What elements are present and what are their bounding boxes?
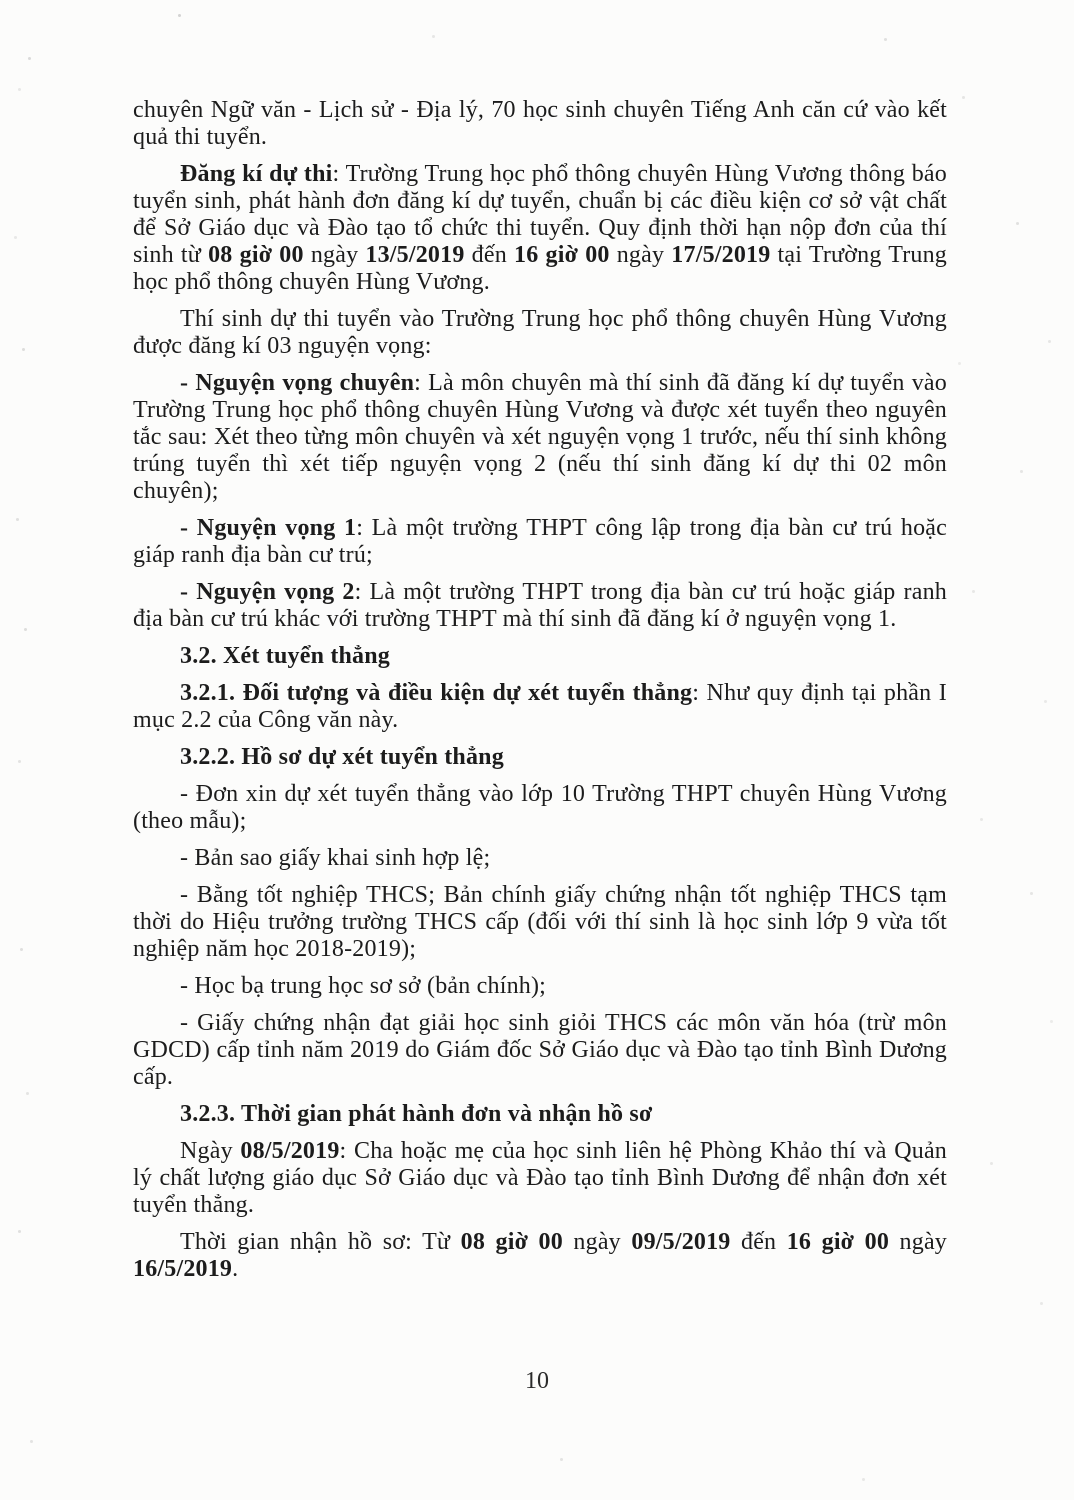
paragraph	[133, 1138, 947, 1219]
text-run-bold: 16/5/2019	[133, 1256, 233, 1282]
text-run-bold: 08 giờ 00	[208, 242, 304, 268]
text-run-bold: 3.2.2. Hồ sơ dự xét tuyển thẳng	[180, 744, 504, 770]
text-run: - Học bạ trung học sơ sở (bản chính);	[180, 973, 547, 999]
paragraph	[133, 306, 947, 360]
text-run: Thời gian nhận hồ sơ: Từ	[180, 1229, 461, 1255]
text-run: ngày	[303, 242, 366, 268]
text-run: : Là một trường THPT trong địa bàn cư trú hoặc giáp ranh địa bàn cư trú khác với trường THPT mà thí sinh đã đăng kí ở nguyện vọng 1.	[133, 579, 947, 632]
text-run: : Là môn chuyên mà thí sinh đã đăng kí dự tuyển vào Trường Trung học phổ thông chuyên Hùng Vương và được xét tuyển theo nguyên tắc sau: Xét theo từng môn chuyên và xét nguyện vọng 1 trước, nếu thí sinh không trúng tuyển thì xét tiếp nguyện vọng 2 (nếu thí sinh đăng kí dự thi 02 môn chuyên);	[133, 370, 947, 504]
text-run: - Giấy chứng nhận đạt giải học sinh giỏi THCS các môn văn hóa (trừ môn GDCD) cấp tỉnh năm 2019 do Giám đốc Sở Giáo dục và Đào tạo tỉnh Bình Dương cấp.	[133, 1010, 947, 1090]
text-run-bold: 17/5/2019	[671, 242, 771, 268]
text-run-bold: 09/5/2019	[631, 1229, 731, 1255]
paragraph	[133, 845, 947, 872]
text-run: - Bằng tốt nghiệp THCS; Bản chính giấy chứng nhận tốt nghiệp THCS tạm thời do Hiệu trưởng trường THCS cấp (đối với thí sinh là học sinh lớp 9 vừa tốt nghiệp năm học 2018-2019);	[133, 882, 947, 962]
text-run: đến	[730, 1229, 787, 1255]
text-run: : Như quy định tại phần I mục 2.2 của Công văn này.	[133, 680, 947, 733]
text-run-bold: - Nguyện vọng 1	[180, 515, 357, 541]
text-run: đến	[464, 242, 515, 268]
paragraph	[133, 973, 947, 1000]
paragraph	[133, 579, 947, 633]
text-run-bold: 16 giờ 00	[786, 1229, 890, 1255]
text-run-bold: 16 giờ 00	[514, 242, 610, 268]
paragraph	[133, 882, 947, 963]
paragraph	[133, 680, 947, 734]
paragraph	[133, 515, 947, 569]
text-run: : Trường Trung học phổ thông chuyên Hùng Vương thông báo tuyển sinh, phát hành đơn đăng kí dự tuyển, chuẩn bị các điều kiện cơ sở vật chất để Sở Giáo dục và Đào tạo tổ chức thi tuyển. Quy định thời hạn nộp đơn của thí sinh từ	[133, 161, 947, 268]
text-run: tại Trường Trung học phổ thông chuyên Hùng Vương.	[133, 242, 948, 295]
text-run-bold: - Nguyện vọng chuyên	[180, 370, 415, 396]
text-run-bold: 08 giờ 00	[460, 1229, 563, 1255]
text-run: Thí sinh dự thi tuyển vào Trường Trung học phổ thông chuyên Hùng Vương được đăng kí 03 nguyện vọng:	[133, 306, 947, 359]
text-run: Ngày	[180, 1138, 241, 1164]
text-run: .	[232, 1256, 239, 1282]
text-run-bold: Đăng kí dự thi	[180, 161, 333, 187]
text-run: chuyên Ngữ văn - Lịch sử - Địa lý, 70 học sinh chuyên Tiếng Anh căn cứ vào kết quả thi tuyển.	[133, 97, 947, 150]
paragraph	[133, 1010, 947, 1091]
text-run-bold: 3.2.3. Thời gian phát hành đơn và nhận hồ sơ	[180, 1101, 653, 1127]
text-run-bold: 3.2. Xét tuyển thẳng	[180, 643, 391, 669]
text-run: : Là một trường THPT công lập trong địa bàn cư trú hoặc giáp ranh địa bàn cư trú;	[133, 515, 947, 568]
paragraph	[133, 744, 947, 771]
page-number: 10	[525, 1368, 549, 1394]
paragraph	[133, 97, 947, 151]
text-run: - Bản sao giấy khai sinh hợp lệ;	[180, 845, 491, 871]
text-run-bold: 08/5/2019	[240, 1138, 340, 1164]
paragraph	[133, 161, 947, 296]
document-body	[133, 97, 947, 1293]
text-run-bold: - Nguyện vọng 2	[180, 579, 355, 605]
paragraph	[133, 781, 947, 835]
paragraph	[133, 643, 947, 670]
text-run: : Cha hoặc mẹ của học sinh liên hệ Phòng Khảo thí và Quản lý chất lượng giáo dục Sở Giáo dục và Đào tạo tỉnh Bình Dương để nhận đơn xét tuyển thẳng.	[133, 1138, 948, 1218]
text-run: - Đơn xin dự xét tuyển thẳng vào lớp 10 Trường THPT chuyên Hùng Vương (theo mẫu);	[133, 781, 947, 834]
paragraph	[133, 370, 947, 505]
text-run-bold: 13/5/2019	[365, 242, 465, 268]
paragraph	[133, 1229, 947, 1283]
text-run: ngày	[562, 1229, 632, 1255]
text-run-bold: 3.2.1. Đối tượng và điều kiện dự xét tuyển thẳng	[180, 680, 693, 706]
paragraph	[133, 1101, 947, 1128]
text-run: ngày	[609, 242, 672, 268]
scan-noise-speck	[178, 14, 181, 17]
text-run: ngày	[889, 1229, 947, 1255]
